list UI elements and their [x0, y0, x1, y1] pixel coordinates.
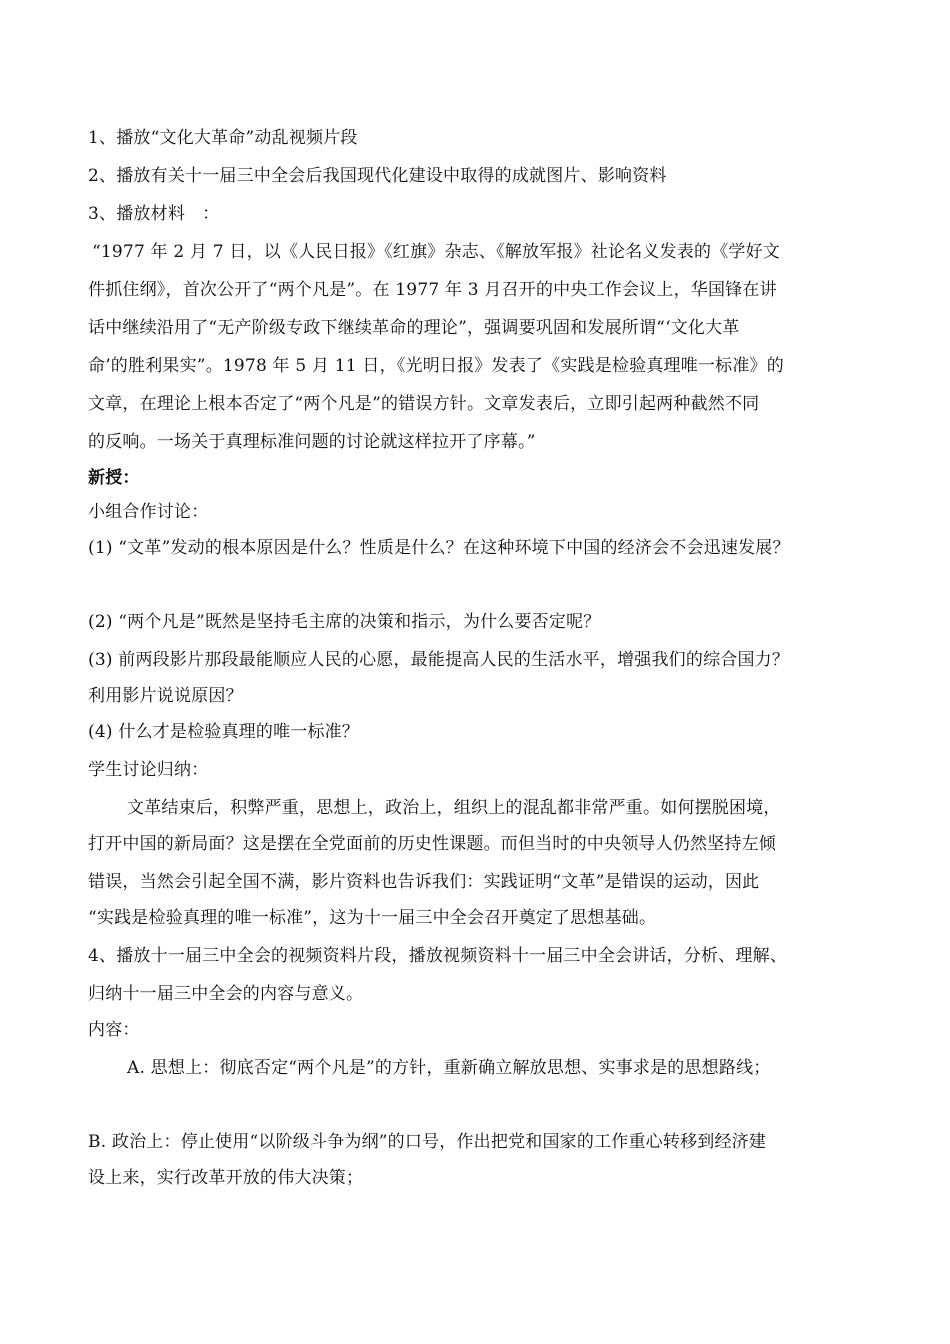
content-point-a: A. 思想上：彻底否定“两个凡是”的方针，重新确立解放思想、实事求是的思想路线； [127, 1058, 771, 1078]
item-4-continued: 归纳十一届三中全会的内容与意义。 [88, 984, 364, 1004]
question-2: (2) “两个凡是”既然是坚持毛主席的决策和指示，为什么要否定呢？ [88, 612, 601, 632]
summary-line-4: “实践是检验真理的唯一标准”，这为十一届三中全会召开奠定了思想基础。 [88, 908, 657, 928]
content-label: 内容： [88, 1020, 140, 1040]
group-discussion-label: 小组合作讨论： [88, 502, 209, 522]
content-point-b: B. 政治上：停止使用“以阶级斗争为纲”的口号，作出把党和国家的工作重心转移到经济建 [88, 1132, 767, 1152]
quote-line-2: 件抓住纲》，首次公开了“两个凡是”。在 1977 年 3 月召开的中央工作会议上，华国锋在讲 [88, 280, 777, 300]
quote-line-4: 命’的胜利果实”。1978 年 5 月 11 日，《光明日报》发表了《实践是检验真理唯一标准》的 [88, 356, 784, 376]
section-heading-new-lesson: 新授： [88, 468, 140, 488]
item-2-achievements: 2、播放有关十一届三中全会后我国现代化建设中取得的成就图片、影响资料 [88, 166, 667, 186]
item-4-plenary-video: 4、播放十一届三中全会的视频资料片段，播放视频资料十一届三中全会讲话，分析、理解、 [88, 946, 788, 966]
question-4: (4) 什么才是检验真理的唯一标准？ [88, 722, 360, 742]
summary-line-3: 错误，当然会引起全国不满，影片资料也告诉我们：实践证明“文革”是错误的运动，因此 [88, 872, 760, 892]
question-1: (1) “文革”发动的根本原因是什么？性质是什么？在这种环境下中国的经济会不会迅速发展？ [88, 538, 790, 558]
quote-line-1: “1977 年 2 月 7 日，以《人民日报》《红旗》杂志、《解放军报》社论名义发表的《学好文 [92, 242, 781, 262]
summary-line-1: 文革结束后，积弊严重，思想上，政治上，组织上的混乱都非常严重。如何摆脱困境， [127, 798, 781, 818]
question-3-continued: 利用影片说说原因？ [88, 686, 243, 706]
quote-line-6: 的反响。一场关于真理标准问题的讨论就这样拉开了序幕。” [88, 432, 536, 452]
quote-line-3: 话中继续沿用了“无产阶级专政下继续革命的理论”，强调要巩固和发展所谓“‘文化大革 [88, 318, 740, 338]
item-1-video: 1、播放“文化大革命”动乱视频片段 [88, 128, 358, 148]
item-3-material: 3、播放材料 ： [88, 204, 220, 224]
summary-line-2: 打开中国的新局面？这是摆在全党面前的历史性课题。而但当时的中央领导人仍然坚持左倾 [88, 834, 776, 854]
quote-line-5: 文章，在理论上根本否定了“两个凡是”的错误方针。文章发表后，立即引起两种截然不同 [88, 394, 760, 414]
content-point-b-continued: 设上来，实行改革开放的伟大决策； [88, 1168, 364, 1188]
student-summary-label: 学生讨论归纳： [88, 760, 209, 780]
question-3: (3) 前两段影片那段最能顺应人民的心愿，最能提高人民的生活水平，增强我们的综合国力？ [88, 650, 790, 670]
